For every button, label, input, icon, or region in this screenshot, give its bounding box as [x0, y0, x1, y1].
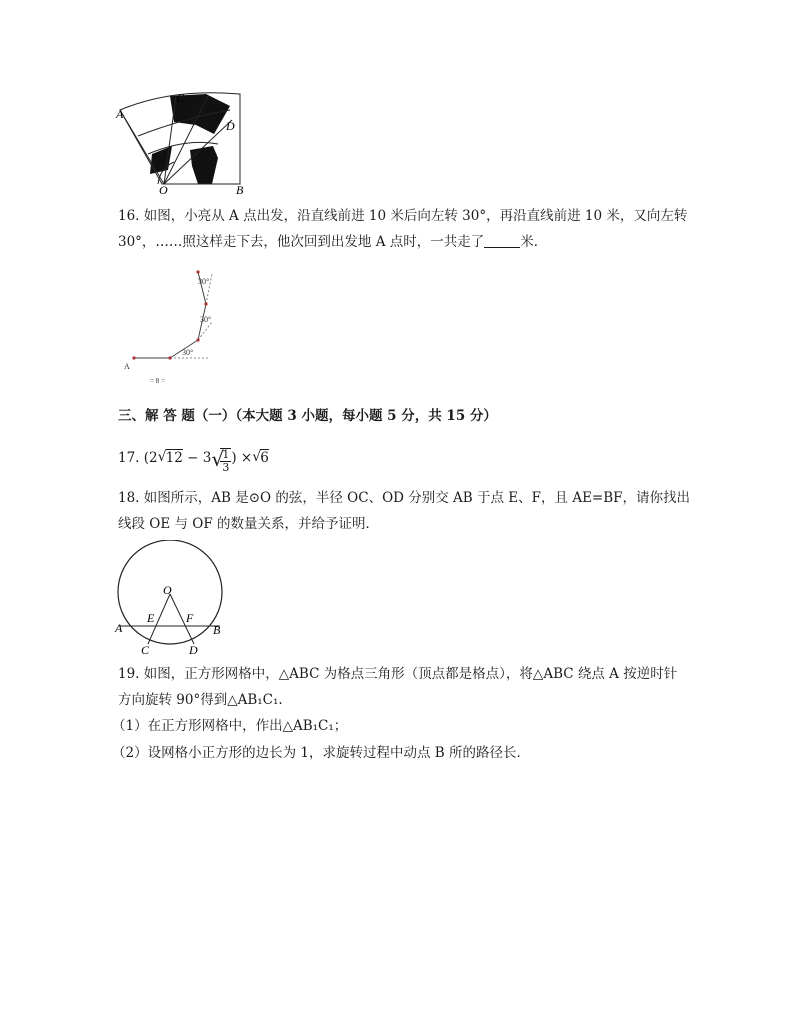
- q16-answer-blank: [484, 235, 520, 248]
- q19-line2: 方向旋转 90°得到△AB₁C₁.: [118, 692, 283, 708]
- circle-label-e: E: [147, 611, 155, 625]
- circle-label-c: C: [141, 643, 150, 657]
- walk-figure: [118, 266, 228, 388]
- circle-label-b: B: [213, 623, 221, 637]
- circle-label-a: A: [115, 621, 123, 635]
- q17-sqrt6: √ 6: [252, 449, 269, 466]
- q19-part1: （1）在正方形网格中，作出△AB₁C₁；: [112, 718, 348, 734]
- q16-line2-pre: 30°，……照这样走下去，他次回到出发地 A 点时，一共走了: [118, 234, 485, 250]
- q17-sqrt-frac: √ $\frac{1}{3}$: [211, 447, 230, 474]
- walk-caption: = 8 =: [150, 377, 165, 385]
- q17-sqrt12: √ 12: [157, 449, 183, 466]
- fan-label-b: B: [236, 183, 244, 197]
- circle-label-d: D: [189, 643, 198, 657]
- q18-line1: 18. 如图所示，AB 是⊙O 的弦，半径 OC、OD 分别交 AB 于点 E、F，且 AE=BF，请你找出: [118, 490, 691, 506]
- q19-line1: 19. 如图，正方形网格中，△ABC 为格点三角形（顶点都是格点），将△ABC 绕点 A 按逆时针: [118, 666, 678, 682]
- q16-line2: [118, 233, 547, 251]
- circle-label-f: F: [186, 611, 194, 625]
- q17-open: (2: [143, 450, 158, 466]
- walk-label-a: A: [124, 362, 130, 371]
- q17-minus3: − 3: [182, 450, 212, 466]
- walk-angle-2: 30°: [200, 315, 212, 324]
- circle-label-o: O: [163, 583, 172, 597]
- walk-angle-1: 30°: [182, 348, 194, 357]
- q17-number: 17.: [118, 450, 140, 466]
- circle-figure: [112, 540, 234, 660]
- fan-dark-region-mid: [190, 146, 218, 184]
- q16-line1: 16. 如图，小亮从 A 点出发，沿直线前进 10 米后向左转 30°，再沿直线前进 10 米，又向左转: [118, 208, 688, 224]
- fan-label-d: D: [226, 119, 235, 133]
- q17: [118, 448, 269, 476]
- fan-label-o: O: [159, 183, 168, 197]
- fan-label-a: A: [116, 107, 124, 121]
- section-3-title: 三、解 答 题（一）（本大题 3 小题，每小题 5 分，共 15 分）: [118, 408, 497, 424]
- fan-figure: [112, 88, 262, 198]
- walk-angle-3: 30°: [198, 277, 210, 286]
- q19-part2: （2）设网格小正方形的边长为 1，求旋转过程中动点 B 所的路径长．: [112, 745, 530, 761]
- q17-times: ) ×: [231, 450, 253, 466]
- q16-line2-post: 米．: [520, 234, 548, 250]
- q18-line2: 线段 OE 与 OF 的数量关系，并给予证明．: [118, 516, 380, 532]
- fan-label-c: C: [176, 91, 185, 105]
